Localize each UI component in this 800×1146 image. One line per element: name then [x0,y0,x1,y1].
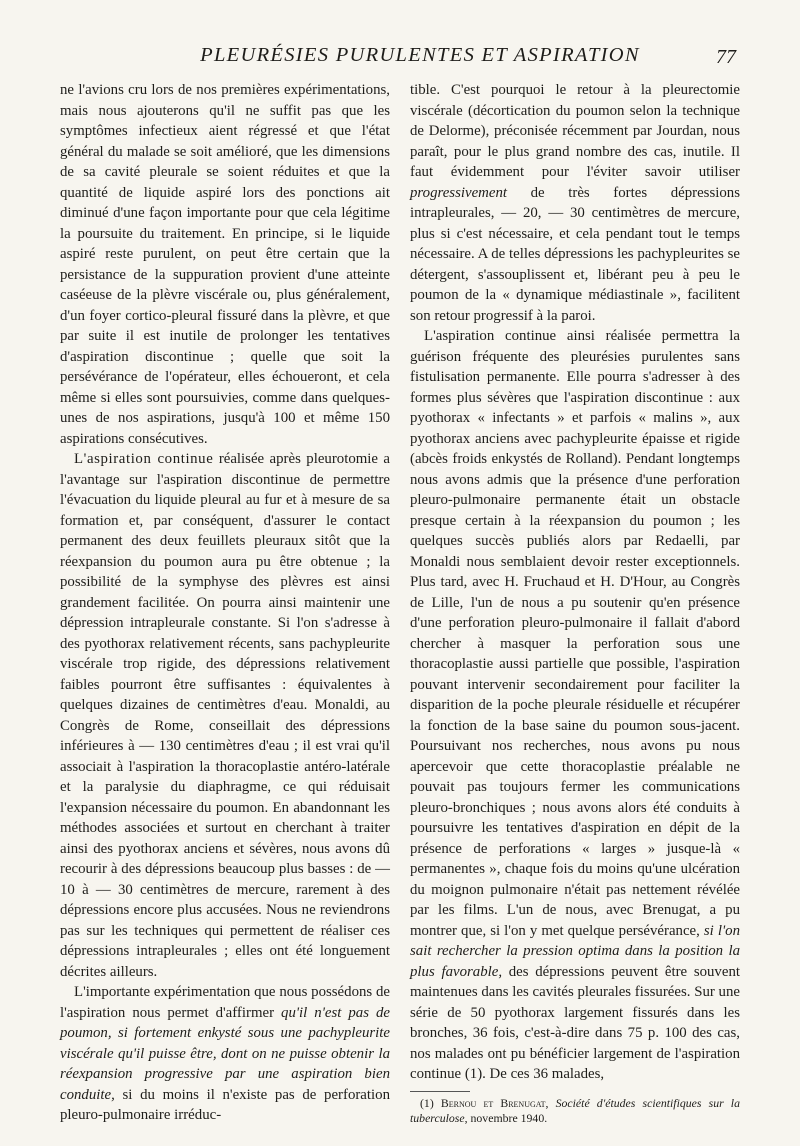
emphasis: qu'il n'est pas de poumon, si fortement enkysté sous une pachypleurite viscérale qu'il puisse être, dont on ne puisse obtenir la réexpansion progressive par une aspiration bien conduite, [60,1004,390,1103]
footnote-authors: Bernou et Brenugat [440,1095,546,1110]
left-column [60,80,390,1126]
emphasis: progressivement [410,184,508,201]
paragraph [60,982,390,1126]
emphasis: si l'on sait rechercher la pression optima dans la position la plus favorable, [410,922,740,980]
paragraph-text: des dépressions peuvent être souvent maintenues dans les cavités pleurales fissurées. Sur une série de 50 pyothorax largement fissurés dans les bronches, 36 fois, c'est-à-dire dans 75 p. 100 des cas, nos malades ont pu bénéficier largement de l'aspiration continue (1). De ces 36 malades, [410,963,740,1082]
footnote-separator: , [545,1095,556,1110]
footnote-rule [410,1091,470,1092]
paragraph: ne l'avions cru lors de nos premières expérimentations, mais nous ajouterons qu'il ne suffit pas que les symptômes infectieux aient régressé et que l'état général du malade se soit amélioré, que les dimensions de sa cavité pleurale se soient réduites et que la quantité de liquide aspiré lors des ponctions ait diminué d'une façon importante pour que cela légitime la poursuite du traitement. En principe, si le liquide aspiré reste purulent, on peut être certain que la persistance de la suppuration provient d'une atteinte caséeuse de la plèvre viscérale ou, plus généralement, d'un foyer cortico-pleural fissuré dans la plèvre, et que par suite il est inutile de prolonger les tentatives d'aspiration discontinue ; quelle que soit la persévérance de l'opérateur, elles échoueront, et cela même si elles sont poursuivies, comme dans quelques-unes de nos aspirations, jusqu'à 100 et même 150 aspirations consécutives. [60,82,390,447]
paragraph-text: tible. C'est pourquoi le retour à la pleurectomie viscérale (décortication du poumon selon la technique de Delorme), préconisée récemment par Jourdan, nous paraît, pour le plus grand nombre des cas, inutile. Il faut évidemment pour l'éviter savoir utiliser [410,82,740,180]
running-head [60,44,740,70]
page-number: 77 [716,46,736,68]
paragraph-lead: L'aspiration continue [74,451,214,467]
paragraph-text: de très fortes dépressions intrapleurales, — 20, — 30 centimètres de mercure, plus si c'est nécessaire, et cela pendant tout le temps nécessaire. A de telles dépressions les pachypleurites se détergent, s'assouplissent et, libérant peu à peu le poumon de la « dynamique médiastinale », facilitent son retour progressif à la paroi. [410,184,740,324]
running-head-title: PLEURÉSIES PURULENTES ET ASPIRATION [200,44,640,66]
right-column [410,80,740,1126]
footnote-date: , novembre 1940. [464,1110,548,1125]
footnote-journal: Société d'études scientifiques sur la tuberculose [410,1095,740,1125]
footnote-marker: (1) [420,1095,441,1110]
paragraph-text: réalisée après pleurotomie a l'avantage sur l'aspiration discontinue de permettre l'évacuation du liquide pleural au fur et à mesure de sa formation et, par conséquent, d'assurer le contact permanent des deux feuillets pleuraux sitôt que la réexpansion du poumon aura pu être obtenue ; la possibilité de la symphyse des plèvres est ainsi grandement facilitée. On pourra ainsi maintenir une dépression intrapleurale constante. Si l'on s'adresse à des pyothorax relativement récents, sans pachypleurite viscérale trop rigide, des dépressions relativement faibles pourront être suffisantes : équivalentes à quelques dizaines de centimètres d'eau. Monaldi, au Congrès de Rome, conseillait des dépressions inférieures à — 130 centimètres d'eau ; il est vrai qu'il associait à l'aspiration la thoracoplastie antéro-latérale et la paralysie du diaphragme, ce qui réduisait l'expansion nécessaire du poumon. En abandonnant les méthodes associées et surtout en cherchant à traiter ainsi des pyothorax anciens et sévères, nous avons dû recourir à des dépressions beaucoup plus basses : de — 10 à — 30 centimètres de mercure, rarement à des dépressions encore plus accusées. Nous ne reviendrons pas sur les techniques qui permettent de réaliser ces dépressions intrapleurales ; elles ont été longuement décrites ailleurs. [60,451,390,980]
paragraph [410,80,740,326]
paragraph [410,326,740,1085]
footnote [410,1096,740,1126]
paragraph-text: si du moins il n'existe pas de perforation pleuro-pulmonaire irréduc- [60,1086,390,1123]
paragraph-text: L'aspiration continue ainsi réalisée permettra la guérison fréquente des pleurésies purulentes sans fistulisation permanente. Elle pourra s'adresser à des formes plus sévères que l'aspiration discontinue : aux pyothorax « infectants » et parfois « malins », aux pyothorax anciens avec pachypleurite épaisse et rigide (abcès froids enkystés de Rolland). Pendant longtemps nous avons admis que la présence d'une perforation pleuro-pulmonaire permanente était un obstacle presque certain à la réexpansion du poumon ; les quelques succès publiés alors par Redaelli, par Monaldi nous semblaient devoir rester exceptionnels. Plus tard, avec H. Fruchaud et H. D'Hour, au Congrès de Lille, l'un de nous a pu soutenir qu'en présence d'une perforation pleuro-pulmonaire il fallait d'abord chercher à masquer la perforation sous une thoracoplastie aussi partielle que possible, l'aspiration pouvant intervenir secondairement pour faciliter la disparition de la poche pleurale résiduelle et récupérer la fonction de la base saine du poumon sous-jacent. Poursuivant nos recherches, nous avons pu nous apercevoir que cette thoracoplastie préalable ne pouvait pas toujours fermer les communications pleuro-bronchiques ; nous avons alors été conduits à poursuivre les tentatives d'aspiration en dépit de la présence de perforations « larges » jusque-là « permanentes », chaque fois du moins qu'une ulcération du moignon pulmonaire n'était pas nettement révélée par les films. L'un de nous, avec Brenugat, a pu montrer que, si l'on y met quelque persévérance, [410,328,740,939]
paragraph-text: L'importante expérimentation que nous possédons de l'aspiration nous permet d'affirmer [60,984,390,1021]
paragraph [60,449,390,982]
